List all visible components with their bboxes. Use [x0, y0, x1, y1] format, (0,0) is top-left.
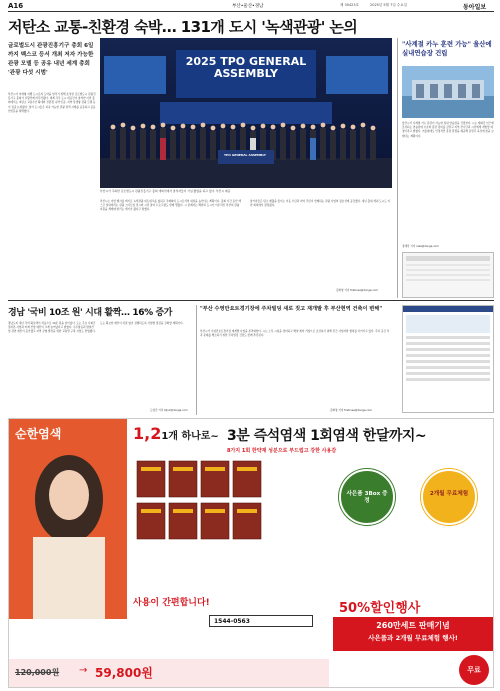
mid-rule	[8, 300, 494, 301]
story-divider	[196, 305, 197, 415]
ad-promo-line-1: 260만세트 판매기념	[376, 621, 450, 630]
ad-free-text: 무료	[467, 666, 481, 674]
section-name: 부산•울산•경남	[232, 4, 264, 9]
issue-number: 제 30423호	[340, 3, 360, 7]
ad-model-panel	[9, 419, 127, 619]
third-headline: "부산 수영만요트경기장에 주차빌딩 새로 짓고 재개발 후 부산현역 건축이 변해"	[200, 306, 383, 312]
lead-byline: 김화영 기자 firstrose@donga.com	[336, 289, 378, 292]
column-title: "사계절 카누 훈련 가능" 울산에 실내연습장 건립	[402, 40, 492, 57]
ad-gift-1-text: 사은품 3Box 증정	[346, 491, 388, 504]
ad-promo-line-2: 사은품과 2개월 무료체험 행사!	[368, 634, 458, 642]
third-byline: 김화영 기자 firstrose@donga.com	[330, 409, 372, 412]
ad-price-new: 59,800원	[95, 666, 153, 680]
ad-free-badge	[459, 655, 489, 685]
header-rule	[8, 11, 494, 12]
ad-price-row	[9, 659, 329, 687]
ad-promo-banner	[333, 617, 493, 651]
lead-body-2: 부산시는 이번 행사를 계기로 녹색관광 네트워크를 넓히고 국제회의 도시로서의 위상을 높인다는 계획이다. 총회 기간 동안 벡스코 일대에서는 관광 스타트업 전시와 시민 참여 프로그램도 함께 열렸다. 시 관계자는 해양과 도시가 어우러진 부산의 관광 자원을 세계에 알리는 계기가 됐다고 말했다.	[100, 200, 241, 212]
ad-product-box-grid	[133, 457, 283, 567]
ad-headline-main: 3분 즉석염색 1회염색 한달까지~	[227, 428, 427, 444]
issue-date: 2025년 5월 7일 수요일	[370, 3, 407, 7]
column-divider	[397, 38, 398, 298]
ad-gift-badge-2	[421, 469, 477, 525]
ad-phone-box	[209, 615, 313, 627]
second-body-2: 도는 확보한 예산이 차질 없이 집행되도록 사업별 점검을 강화할 계획이다.	[100, 322, 184, 325]
ad-price-old: 120,000원	[15, 668, 60, 677]
ad-easy-use: 사용이 간편합니다!	[133, 598, 210, 608]
ad-price-arrow-icon: →	[79, 665, 88, 676]
ad-gift-2-text: 2개월 무료체험	[429, 491, 469, 497]
ad-gift-badge-1	[339, 469, 395, 525]
column-photo	[402, 66, 494, 118]
side-table	[402, 305, 494, 413]
ad-headline-red: 1,2	[133, 424, 162, 443]
page-number: A16	[8, 2, 24, 10]
column-body: 울산시가 사계절 카누 훈련이 가능한 실내 연습장을 건립한다. 시는 태화강 인근에 조성되는 연습장에 수조와 훈련 장비를 갖추고 지역 선수단과 시민에게 개방할 예정이라고 밝혔다. 겨울철에도 안정적인 훈련 환경을 제공해 유망주 육성에 힘을 보탠다는 계획이다.	[402, 122, 494, 138]
lead-photo-caption: 부산시가 주최한 글로벌도시 관광진흥기구 총회 개회식에서 참석자들이 기념 촬영을 하고 있다. 부산시 제공	[100, 189, 231, 193]
ad-brand-top: 순한염색	[15, 427, 62, 441]
ad-headline-prefix	[133, 425, 219, 446]
photo-banner-text: 2025 TPO GENERAL ASSEMBLY	[185, 55, 307, 80]
lead-headline: 저탄소 교통-친환경 숙박… 131개 도시 '녹색관광' 논의	[8, 18, 358, 36]
lead-photo	[100, 38, 392, 188]
ad-subline: 8가지 1회 한약재 성분으로 부드럽고 강한 사용감	[227, 448, 337, 454]
ad-block	[8, 418, 494, 688]
photo-stage-text: TPO GENERAL ASSEMBLY	[224, 153, 266, 157]
lead-body-1: 부산시가 미래형 여행 도시로의 도약을 알리기 위해 조성한 글로벌도시 관광진흥기구 총회가 성황리에 마무리됐다. 세계 각국 도시 대표단이 참석한 이번 총회에서는 저탄소 교통수단 확대와 친환경 숙박 인증, 지역 상생형 관광 모델 등이 집중 논의됐다. 참가 도시들은 지속 가능한 관광 정책 사례를 공유하고 공동 선언문을 채택했다.	[8, 93, 96, 113]
third-body: 부산시가 수영만요트경기장 재개발 사업을 본격화한다. 시는 노후 시설을 정비하고 해양 레저 거점으로 조성하기 위해 민간 사업자와 협의를 이어가고 있다. 주차 공간 부족 문제를 해소하기 위한 주차빌딩 건립도 함께 추진된다.	[200, 330, 390, 338]
ad-phone: 1544-0563	[214, 618, 250, 625]
lead-subhead: 글로벌도시 관광진흥기구 총회 6일까지 벡스코 등서 개최 저자 가능한 관광 모델 등 공유 내년 세계 총회 '관광 다섯 시범'	[8, 43, 94, 76]
second-headline: 경남 '국비 10조 원' 시대 활짝… 16% 증가	[8, 308, 173, 318]
ad-discount: 50%할인행사	[339, 601, 421, 616]
lead-body-3: 참가자들은 탄소 배출을 줄이는 이동 수단과 지역 주민이 함께하는 관광 사업의 필요성에 공감했다. 내년 총회 개최 도시도 이번 회의에서 결정됐다.	[250, 200, 391, 208]
second-byline: 도영진 기자 0jin2@donga.com	[150, 409, 188, 412]
column-byline: 정재락 기자 raks@donga.com	[402, 245, 439, 248]
notice-box	[402, 252, 494, 298]
ad-headline-mid: 1개 하나로~	[161, 431, 219, 442]
masthead: 동아일보	[463, 4, 487, 11]
second-body-1: 경남도의 내년 국비 확보액이 처음으로 10조 원을 넘어섰다. 도는 주요 사회간접자본 사업과 미래 산업 예산이 크게 늘어났다고 밝혔다. 우주항공과 방위산업 관련 예산이 증가했고 지역 균형 발전을 위한 교통망 구축 사업도 반영됐다.	[8, 322, 96, 334]
